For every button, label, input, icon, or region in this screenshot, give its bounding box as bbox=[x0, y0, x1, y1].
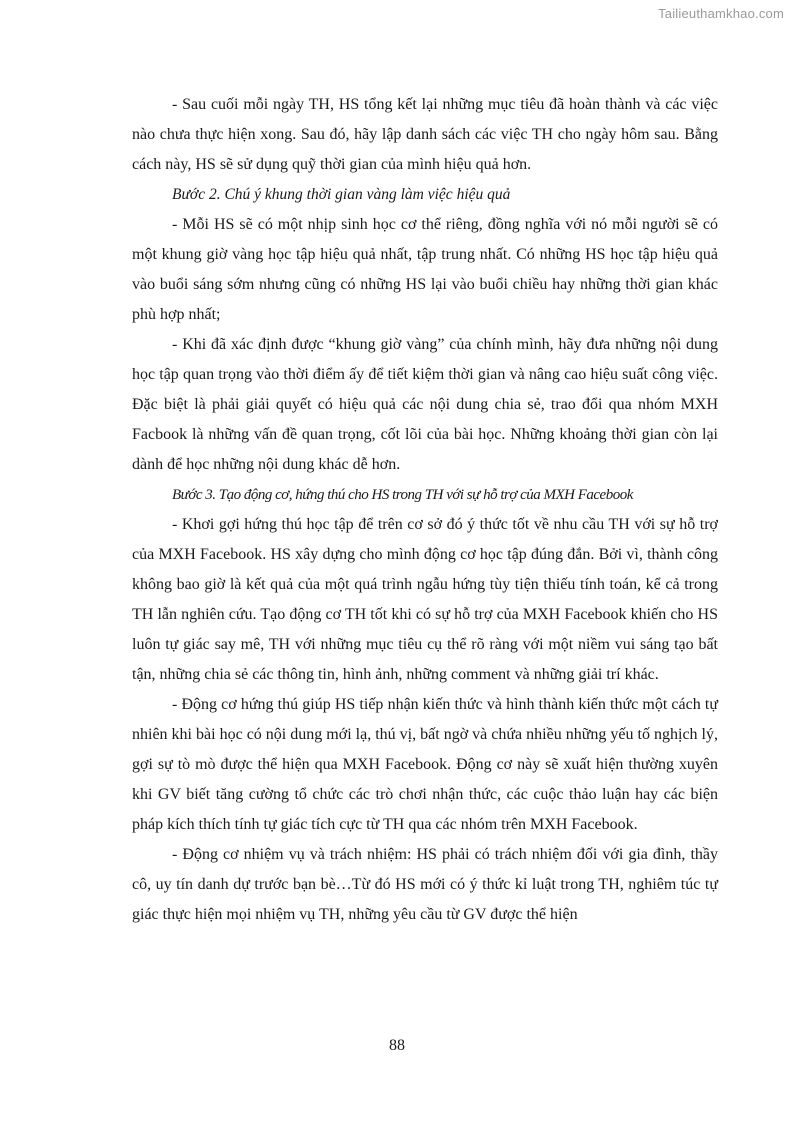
paragraph-duty-motivation: - Động cơ nhiệm vụ và trách nhiệm: HS phải có trách nhiệm đối với gia đình, thầy cô, uy tín danh dự trước bạn bè…Từ đó HS mới có ý thức kỉ luật trong TH, nghiêm túc tự giác thực hiện mọi nhiệm vụ TH, những yêu cầu từ GV được thể hiện bbox=[132, 846, 718, 923]
paragraph-interest-motivation: - Động cơ hứng thú giúp HS tiếp nhận kiến thức và hình thành kiến thức một cách tự nhiên khi bài học có nội dung mới lạ, thú vị, bất ngờ và chứa nhiều những yếu tố nghịch lý, gợi sự tò mò được thể hiện qua MXH Facebook. Động cơ này sẽ xuất hiện thường xuyên khi GV biết tăng cường tổ chức các trò chơi nhận thức, các cuộc thảo luận hay các biện pháp kích thích tính tự giác tích cực từ TH qua các nhóm trên MXH Facebook. bbox=[132, 696, 718, 833]
step-2-heading: Bước 2. Chú ý khung thời gian vàng làm việc hiệu quả bbox=[172, 186, 511, 203]
paragraph-golden-hour: - Khi đã xác định được “khung giờ vàng” của chính mình, hãy đưa những nội dung học tập quan trọng vào thời điểm ấy để tiết kiệm thời gian và nâng cao hiệu suất công việc. Đặc biệt là phải giải quyết có hiệu quả các nội dung chia sẻ, trao đổi qua nhóm MXH Facbook là những vấn đề quan trọng, cốt lõi của bài học. Những khoảng thời gian còn lại dành để học những nội dung khác dễ hơn. bbox=[132, 336, 718, 473]
step-3-heading: Bước 3. Tạo động cơ, hứng thú cho HS trong TH với sự hỗ trợ của MXH Facebook bbox=[172, 487, 633, 503]
page-body bbox=[132, 90, 718, 930]
page-number: 88 bbox=[389, 1037, 405, 1054]
paragraph-end-of-day-review: - Sau cuối mỗi ngày TH, HS tổng kết lại những mục tiêu đã hoàn thành và các việc nào chưa thực hiện xong. Sau đó, hãy lập danh sách các việc TH cho ngày hôm sau. Bằng cách này, HS sẽ sử dụng quỹ thời gian của mình hiệu quả hơn. bbox=[132, 96, 718, 173]
paragraph-motivation: - Khơi gợi hứng thú học tập để trên cơ sở đó ý thức tốt về nhu cầu TH với sự hỗ trợ của MXH Facebook. HS xây dựng cho mình động cơ học tập đúng đắn. Bởi vì, thành công không bao giờ là kết quả của một quá trình ngẫu hứng tùy tiện thiếu tính toán, kể cả trong TH lẫn nghiên cứu. Tạo động cơ TH tốt khi có sự hỗ trợ của MXH Facebook khiến cho HS luôn tự giác say mê, TH với những mục tiêu cụ thể rõ ràng với một niềm vui sáng tạo bất tận, những chia sẻ các thông tin, hình ảnh, những comment và những giải trí khác. bbox=[132, 516, 718, 683]
paragraph-biological-rhythm: - Mỗi HS sẽ có một nhịp sinh học cơ thể riêng, đồng nghĩa với nó mỗi người sẽ có một khung giờ vàng học tập hiệu quả nhất, tập trung nhất. Có những HS học tập hiệu quả vào buổi sáng sớm nhưng cũng có những HS lại vào buổi chiều hay những thời gian khác phù hợp nhất; bbox=[132, 216, 718, 323]
watermark-text: Tailieuthamkhao.com bbox=[658, 6, 784, 21]
